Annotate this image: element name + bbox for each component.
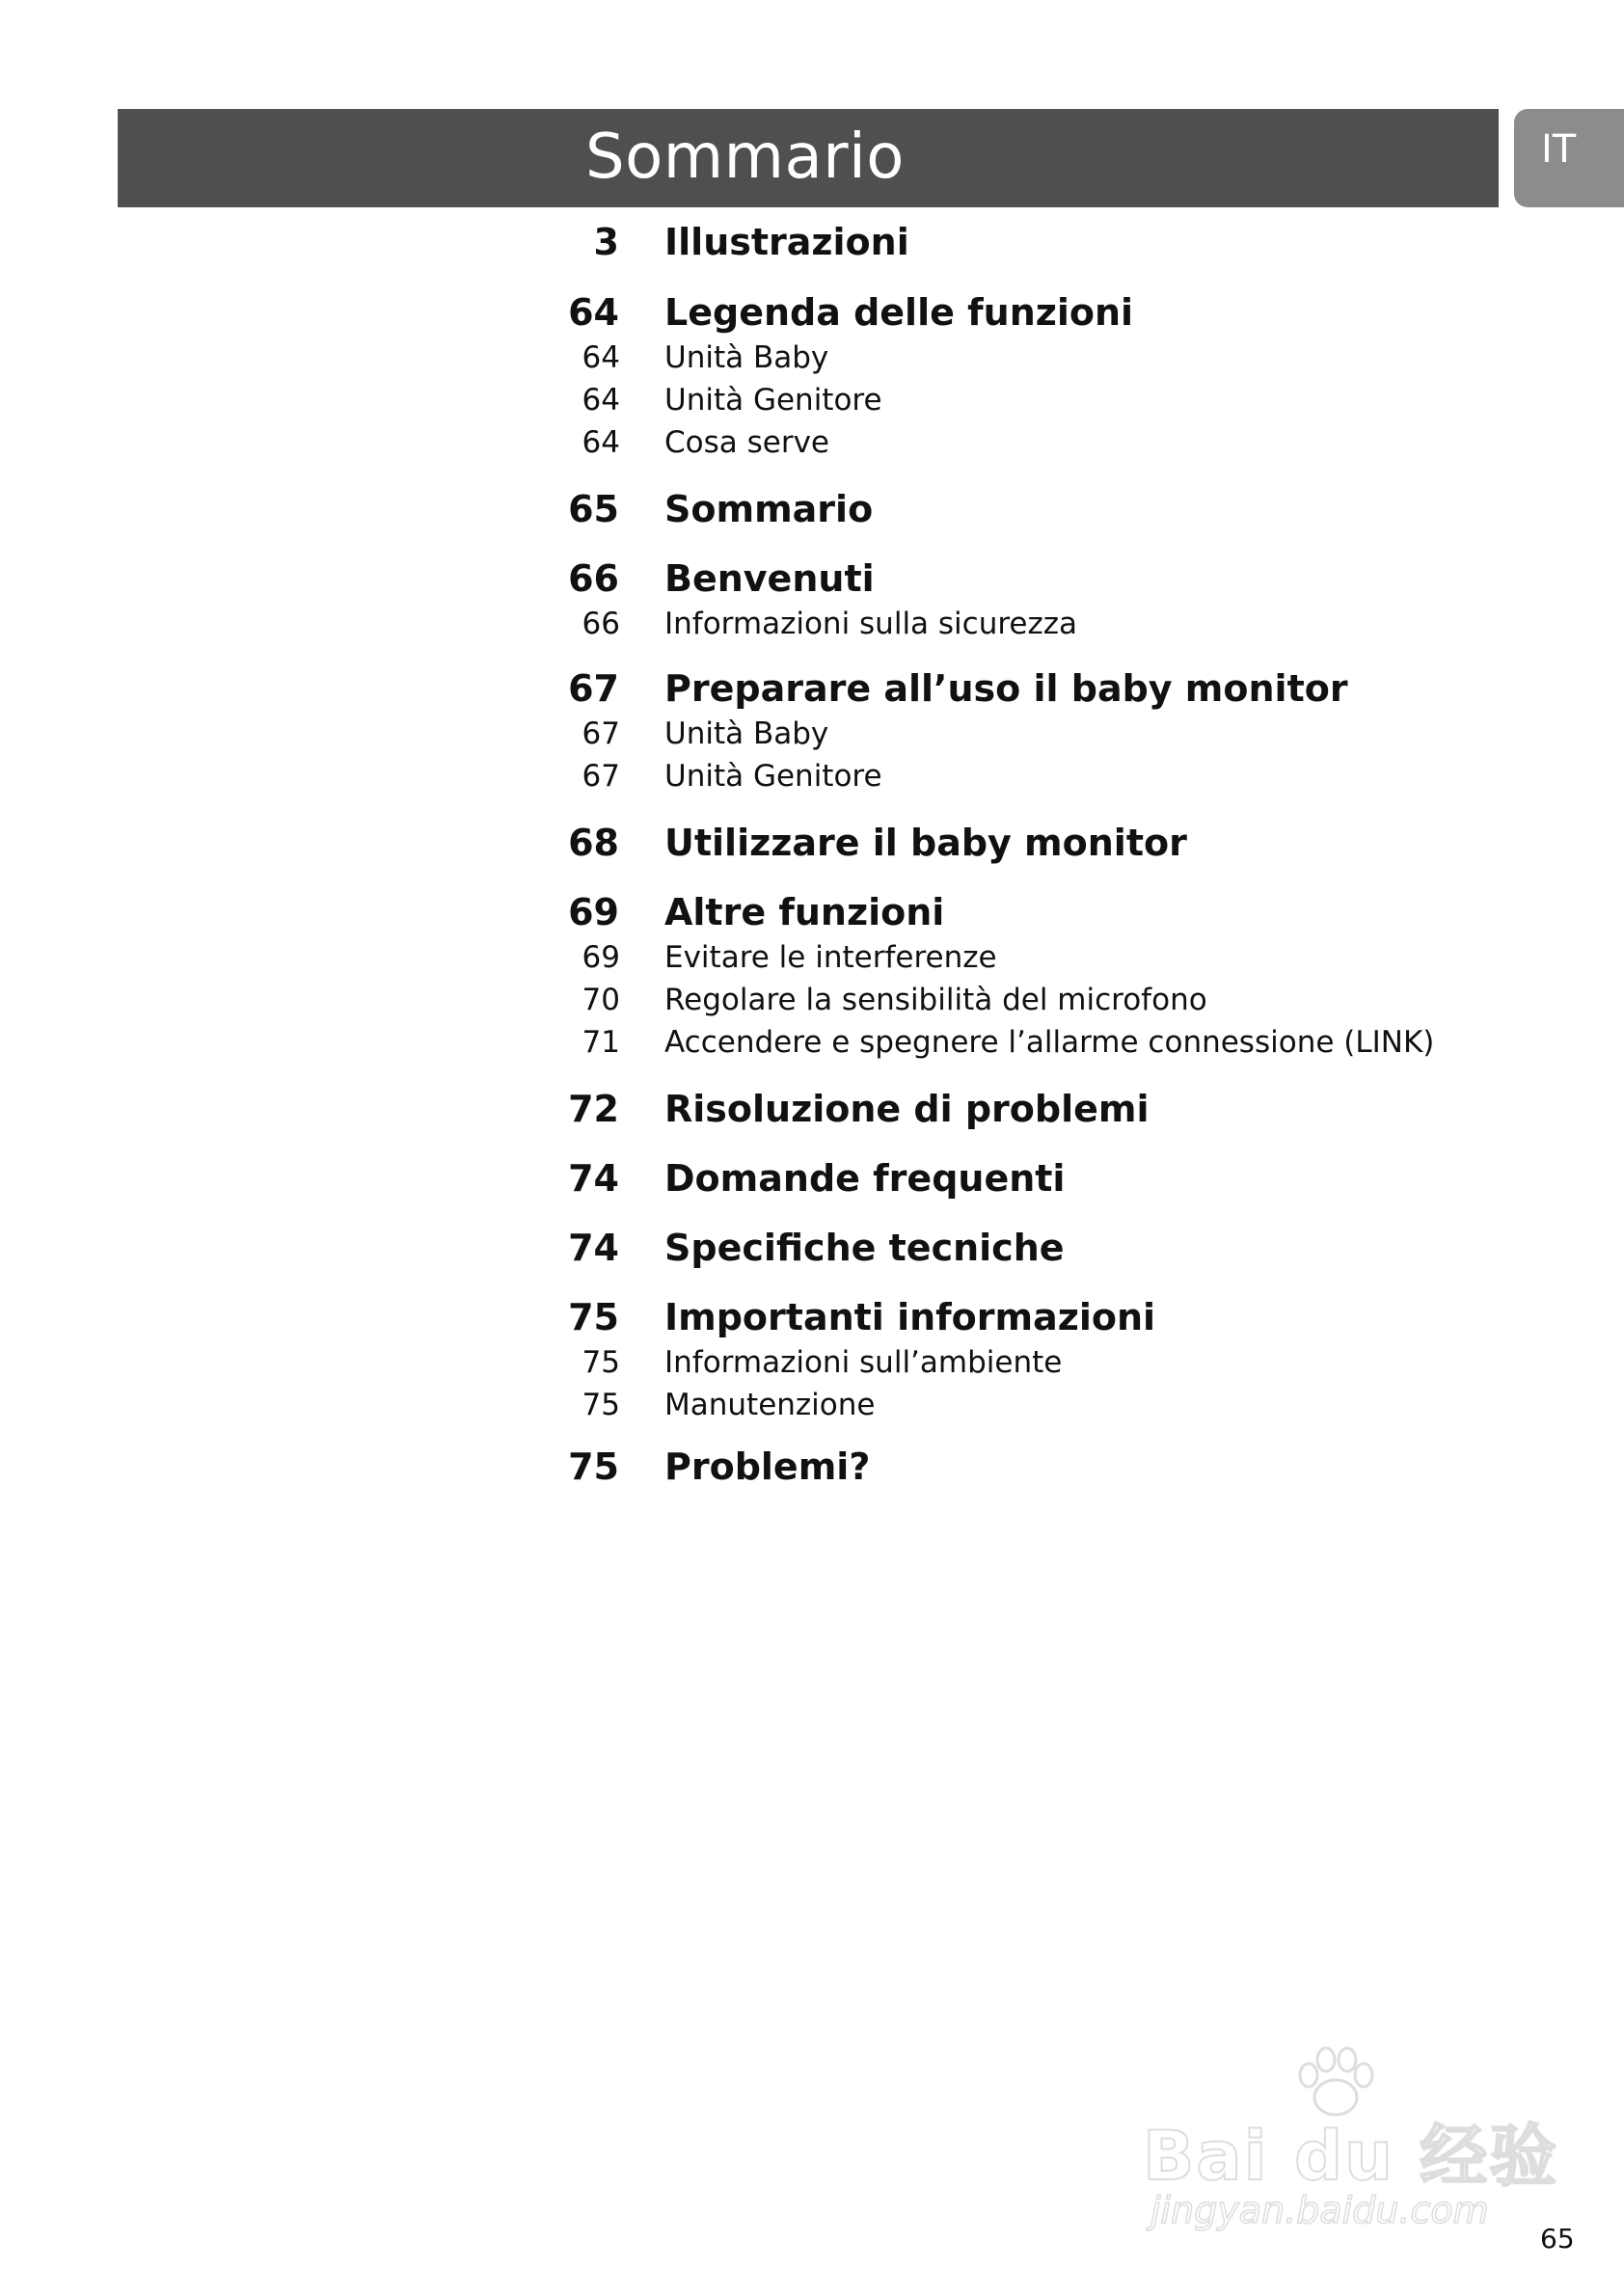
toc-sub-page-number: 71 [582, 1025, 620, 1060]
toc-sub-title: Unità Genitore [664, 383, 882, 418]
toc-sub-row[interactable] [0, 603, 1624, 645]
toc-sub-page-number: 64 [582, 383, 620, 418]
toc-sub-page-number: 75 [582, 1345, 620, 1380]
toc-section [0, 819, 1624, 867]
toc-main-title: Altre funzioni [664, 891, 945, 933]
toc-main-row[interactable] [0, 485, 1624, 533]
page-title: Sommario [585, 122, 905, 193]
toc-sub-page-number: 66 [582, 607, 620, 641]
toc-main-title: Risoluzione di problemi [664, 1088, 1150, 1130]
toc-page-number: 67 [568, 667, 619, 710]
toc-page-number: 74 [568, 1157, 619, 1200]
toc-sub-row[interactable] [0, 979, 1624, 1021]
toc-sub-title: Accendere e spegnere l’allarme connessione (LINK) [664, 1025, 1435, 1060]
toc-main-row[interactable] [0, 1224, 1624, 1272]
toc-section [0, 1443, 1624, 1491]
toc-main-row[interactable] [0, 819, 1624, 867]
toc-page-number: 72 [568, 1088, 619, 1130]
toc-sub-row[interactable] [0, 755, 1624, 797]
toc-sub-page-number: 64 [582, 425, 620, 460]
toc-page-number: 3 [593, 221, 619, 263]
toc-sub-page-number: 67 [582, 759, 620, 794]
toc-main-title: Utilizzare il baby monitor [664, 822, 1187, 864]
toc-sub-row[interactable] [0, 337, 1624, 379]
toc-sub-title: Manutenzione [664, 1388, 876, 1422]
toc-page-number: 66 [568, 557, 619, 600]
toc-sub-row[interactable] [0, 713, 1624, 755]
language-tab [1514, 109, 1624, 207]
toc-page-number: 64 [568, 291, 619, 334]
toc-page-number: 69 [568, 891, 619, 933]
toc-section [0, 554, 1624, 645]
toc-page-number: 65 [568, 488, 619, 530]
toc-main-title: Benvenuti [664, 557, 875, 600]
toc-sub-page-number: 64 [582, 340, 620, 375]
toc-section [0, 1154, 1624, 1202]
toc-main-title: Preparare all’uso il baby monitor [664, 667, 1348, 710]
toc-section [0, 1085, 1624, 1133]
toc-main-row[interactable] [0, 218, 1624, 266]
toc-sub-title: Unità Baby [664, 716, 829, 751]
toc-page-number: 74 [568, 1227, 619, 1269]
page-number: 65 [1540, 2223, 1575, 2255]
toc-page-number: 68 [568, 822, 619, 864]
toc-main-row[interactable] [0, 1443, 1624, 1491]
toc-sub-row[interactable] [0, 1384, 1624, 1426]
toc-sub-title: Informazioni sull’ambiente [664, 1345, 1063, 1380]
toc-page-number: 75 [568, 1296, 619, 1338]
toc-sub-row[interactable] [0, 379, 1624, 421]
toc-sub-row[interactable] [0, 421, 1624, 464]
toc-main-title: Specifiche tecniche [664, 1227, 1065, 1269]
toc-sub-page-number: 75 [582, 1388, 620, 1422]
watermark-brand: Bai du 经验 [1143, 2117, 1559, 2196]
watermark-url: jingyan.baidu.com [1150, 2189, 1489, 2231]
toc-sub-row[interactable] [0, 936, 1624, 979]
toc-sub-row[interactable] [0, 1341, 1624, 1384]
toc-section [0, 218, 1624, 266]
toc-sub-page-number: 70 [582, 983, 620, 1017]
toc-section [0, 288, 1624, 464]
toc-sub-title: Unità Genitore [664, 759, 882, 794]
toc-section [0, 485, 1624, 533]
toc-sub-title: Cosa serve [664, 425, 829, 460]
toc-sub-page-number: 69 [582, 940, 620, 975]
toc-main-row[interactable] [0, 1085, 1624, 1133]
toc-main-row[interactable] [0, 554, 1624, 603]
toc-sub-row[interactable] [0, 1021, 1624, 1064]
toc-section [0, 1293, 1624, 1426]
toc-main-row[interactable] [0, 664, 1624, 713]
toc-main-row[interactable] [0, 1293, 1624, 1341]
language-tab-label: IT [1541, 127, 1577, 172]
toc-section [0, 888, 1624, 1064]
toc-main-title: Domande frequenti [664, 1157, 1066, 1200]
toc-main-row[interactable] [0, 888, 1624, 936]
toc-main-row[interactable] [0, 1154, 1624, 1202]
toc-main-title: Legenda delle funzioni [664, 291, 1134, 334]
toc-sub-title: Unità Baby [664, 340, 829, 375]
toc-sub-title: Evitare le interferenze [664, 940, 997, 975]
toc-sub-title: Informazioni sulla sicurezza [664, 607, 1078, 641]
toc-main-title: Problemi? [664, 1445, 871, 1488]
toc-section [0, 1224, 1624, 1272]
toc-main-row[interactable] [0, 288, 1624, 337]
toc-main-title: Sommario [664, 488, 874, 530]
toc-page-number: 75 [568, 1445, 619, 1488]
toc-main-title: Importanti informazioni [664, 1296, 1156, 1338]
toc-main-title: Illustrazioni [664, 221, 909, 263]
toc-sub-page-number: 67 [582, 716, 620, 751]
toc-sub-title: Regolare la sensibilità del microfono [664, 983, 1207, 1017]
baidu-watermark [1143, 2044, 1559, 2231]
header-bar [118, 109, 1499, 207]
toc-section [0, 664, 1624, 797]
